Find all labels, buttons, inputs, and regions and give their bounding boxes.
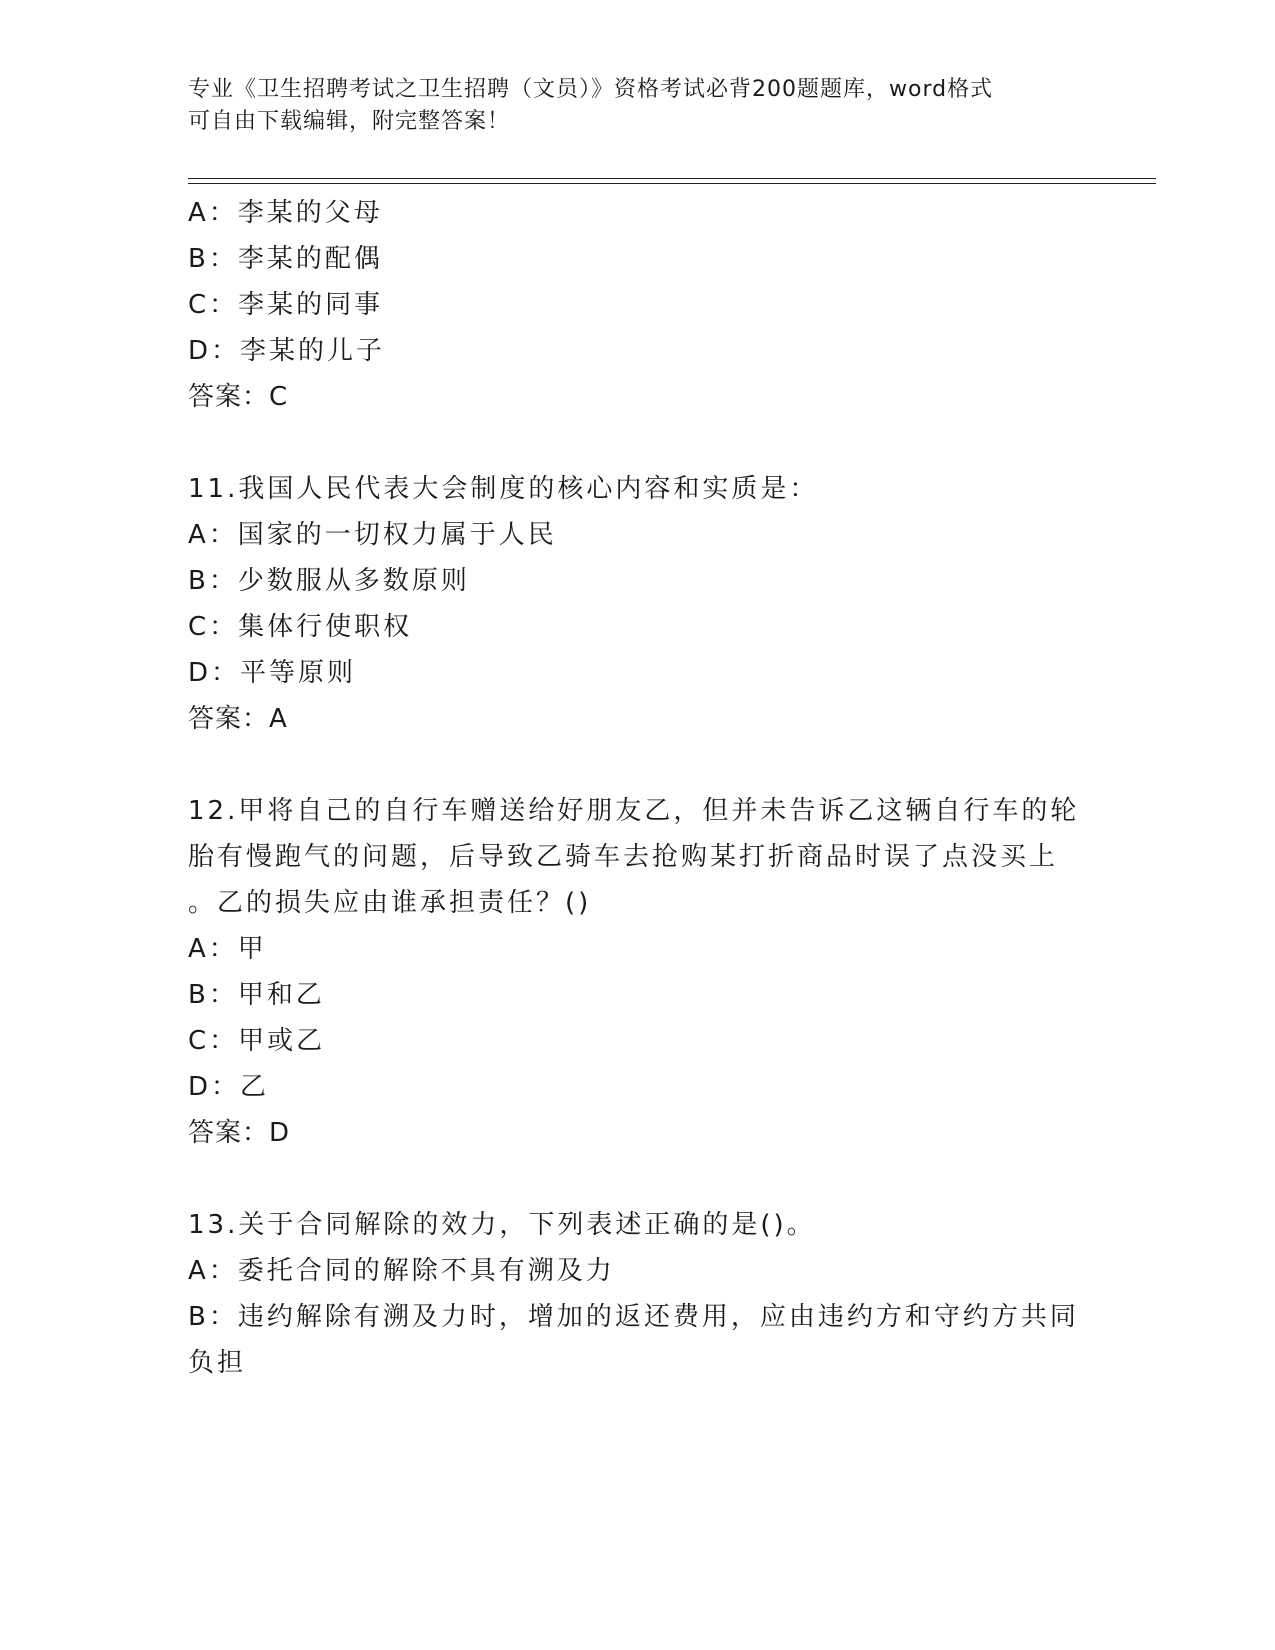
document-body — [188, 190, 1088, 1386]
question-10-continued — [188, 190, 1088, 420]
option-a: A：国家的一切权力属于人民 — [188, 520, 557, 550]
answer: 答案：C — [188, 382, 289, 412]
option-a: A：甲 — [188, 934, 267, 964]
option-b: B：少数服从多数原则 — [188, 566, 470, 596]
option-b: B：甲和乙 — [188, 980, 325, 1010]
option-d: D：乙 — [188, 1072, 270, 1102]
answer: 答案：A — [188, 704, 288, 734]
option-a: A：委托合同的解除不具有溯及力 — [188, 1256, 615, 1286]
question-11 — [188, 466, 1088, 742]
header-line-1: 专业《卫生招聘考试之卫生招聘（文员）》资格考试必背200题题库，word格式 — [188, 77, 994, 102]
option-b-line-1: B：违约解除有溯及力时，增加的返还费用，应由违约方和守约方共同 — [188, 1302, 1079, 1332]
option-b-line-2: 负担 — [188, 1348, 247, 1378]
question-text: 13.关于合同解除的效力，下列表述正确的是()。 — [188, 1210, 816, 1240]
question-text: 11.我国人民代表大会制度的核心内容和实质是： — [188, 474, 819, 504]
header-line-2: 可自由下载编辑，附完整答案！ — [188, 109, 511, 134]
question-text-line-3: 。乙的损失应由谁承担责任？() — [188, 888, 592, 918]
option-d: D：平等原则 — [188, 658, 357, 688]
document-header — [188, 74, 1068, 138]
answer: 答案：D — [188, 1118, 291, 1148]
header-divider-bottom — [188, 183, 1156, 184]
question-text-line-2: 胎有慢跑气的问题，后导致乙骑车去抢购某打折商品时误了点没买上 — [188, 842, 1059, 872]
option-c: C：集体行使职权 — [188, 612, 413, 642]
option-c: C：李某的同事 — [188, 290, 384, 320]
header-divider-top — [188, 178, 1156, 179]
option-c: C：甲或乙 — [188, 1026, 326, 1056]
question-text-line-1: 12.甲将自己的自行车赠送给好朋友乙，但并未告诉乙这辆自行车的轮 — [188, 796, 1080, 826]
option-b: B：李某的配偶 — [188, 244, 383, 274]
question-13 — [188, 1202, 1088, 1386]
option-d: D：李某的儿子 — [188, 336, 386, 366]
option-a: A：李某的父母 — [188, 198, 383, 228]
question-12 — [188, 788, 1088, 1156]
